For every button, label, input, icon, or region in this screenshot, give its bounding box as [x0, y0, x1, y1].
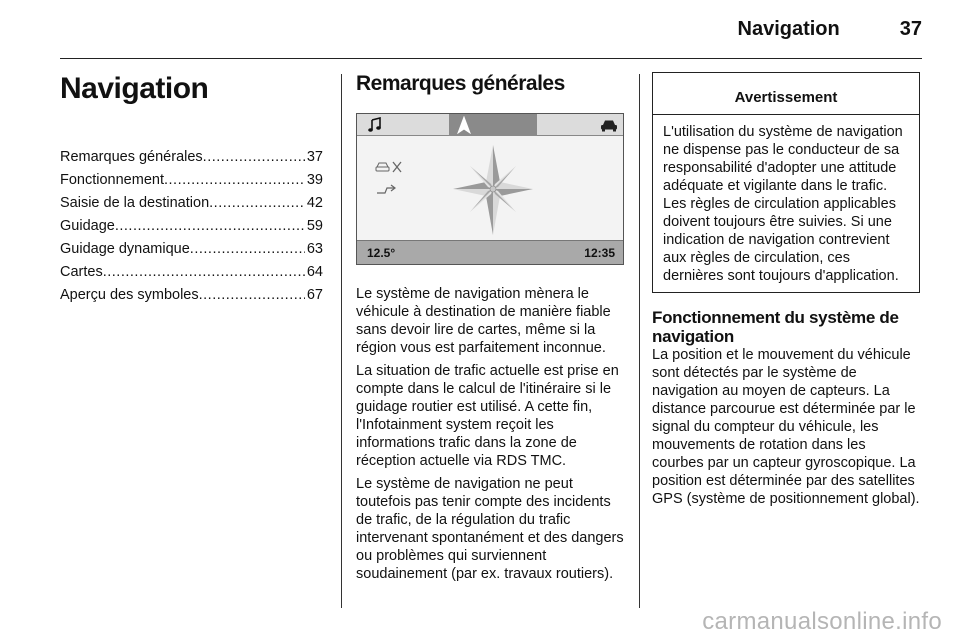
- toc-entry[interactable]: [60, 284, 323, 307]
- toc-leader: [190, 238, 305, 261]
- running-head: [738, 18, 923, 41]
- toc-label: Remarques générales: [60, 149, 203, 165]
- chapter-column: [60, 72, 323, 307]
- toc-label: Guidage dynamique: [60, 241, 190, 257]
- toc-leader: [209, 192, 305, 215]
- toc-page: 37: [306, 149, 323, 165]
- toc-entry[interactable]: [60, 238, 323, 261]
- toc-leader: [164, 169, 305, 192]
- toc-label: Cartes: [60, 264, 103, 280]
- warning-text: L'utilisation du système de navigation ne dispense pas le conducteur de sa responsabilité d'adopter une attitude adéquate et vigilante dans le trafic. Les règles de circulation applicables doivent toujours être suivies. Si une indication de navigation contrevient aux règles de circulation, ces dernières sont toujours d'application.: [663, 124, 903, 284]
- header-rule: [60, 58, 922, 59]
- watermark: carmanualsonline.info: [702, 608, 942, 635]
- toc-page: 67: [306, 287, 323, 303]
- toc-entry[interactable]: [60, 261, 323, 284]
- toc-page: 64: [306, 264, 323, 280]
- navigation-arrow-icon: [457, 116, 471, 134]
- warning-box: [652, 72, 920, 293]
- paragraph: Le système de navigation ne peut toutefois pas tenir compte des incidents de trafic, de la régulation du trafic intervenant spontanément et des dangers ou problèmes qui surviennent soudainement (par ex. travaux routiers).: [356, 476, 624, 582]
- toc-leader: [103, 261, 305, 284]
- screen-status-bar: [357, 240, 623, 264]
- chapter-title: Navigation: [60, 72, 209, 105]
- compass-rose-icon: [450, 140, 536, 238]
- toc-leader: [203, 146, 305, 169]
- section-title: Remarques générales: [356, 72, 565, 95]
- toc-label: Fonctionnement: [60, 172, 164, 188]
- infotainment-screen-image: [356, 113, 624, 265]
- traffic-off-icon: [375, 160, 403, 174]
- music-note-icon: [367, 117, 383, 133]
- toc-entry[interactable]: [60, 169, 323, 192]
- toc-label: Aperçu des symboles: [60, 287, 199, 303]
- toc-entry[interactable]: [60, 146, 323, 169]
- toc-page: 42: [306, 195, 323, 211]
- page-number: 37: [899, 18, 922, 40]
- car-icon: [600, 119, 618, 132]
- toc-label: Guidage: [60, 218, 115, 234]
- warning-heading: Avertissement: [653, 73, 919, 115]
- screen-clock: 12:35: [584, 246, 615, 260]
- general-remarks-column: [356, 72, 624, 588]
- paragraph: Le système de navigation mènera le véhicule à destination de manière fiable sans devoir lire de cartes, même si la région vous est parfaitement inconnue.: [356, 286, 611, 356]
- toc-label: Saisie de la destination: [60, 195, 210, 211]
- paragraph: La situation de trafic actuelle est prise en compte dans le calcul de l'itinéraire si le guidage routier est utilisé. A cette fin, l'Infotainment system reçoit les informations trafic dans la zone de réception actuelle via RDS TMC.: [356, 363, 619, 469]
- operation-column: [652, 72, 920, 508]
- column-divider-left: [341, 74, 342, 608]
- toc-page: 39: [306, 172, 323, 188]
- toc-entry[interactable]: [60, 215, 323, 238]
- column-divider-right: [639, 74, 640, 608]
- toc-leader: [199, 284, 305, 307]
- toc-page: 59: [306, 218, 323, 234]
- screen-temperature: 12.5°: [367, 246, 396, 260]
- toc-entry[interactable]: [60, 192, 323, 215]
- toc-page: 63: [306, 241, 323, 257]
- route-icon: [375, 184, 397, 196]
- operation-text: La position et le mouvement du véhicule sont détectés par le système de navigation au moyen de capteurs. La distance parcourue est déterminée par le signal du compteur du véhicule, les mouvements de rotation dans les courbes par un capteur gyroscopique. La position est déterminée par des satellites GPS (système de positionnement global).: [652, 347, 920, 507]
- toc-leader: [115, 215, 305, 238]
- general-remarks-text: [356, 285, 624, 583]
- running-head-section: Navigation: [737, 18, 840, 40]
- operation-title: Fonctionnement du système de navigation: [652, 308, 899, 346]
- table-of-contents: [60, 146, 323, 307]
